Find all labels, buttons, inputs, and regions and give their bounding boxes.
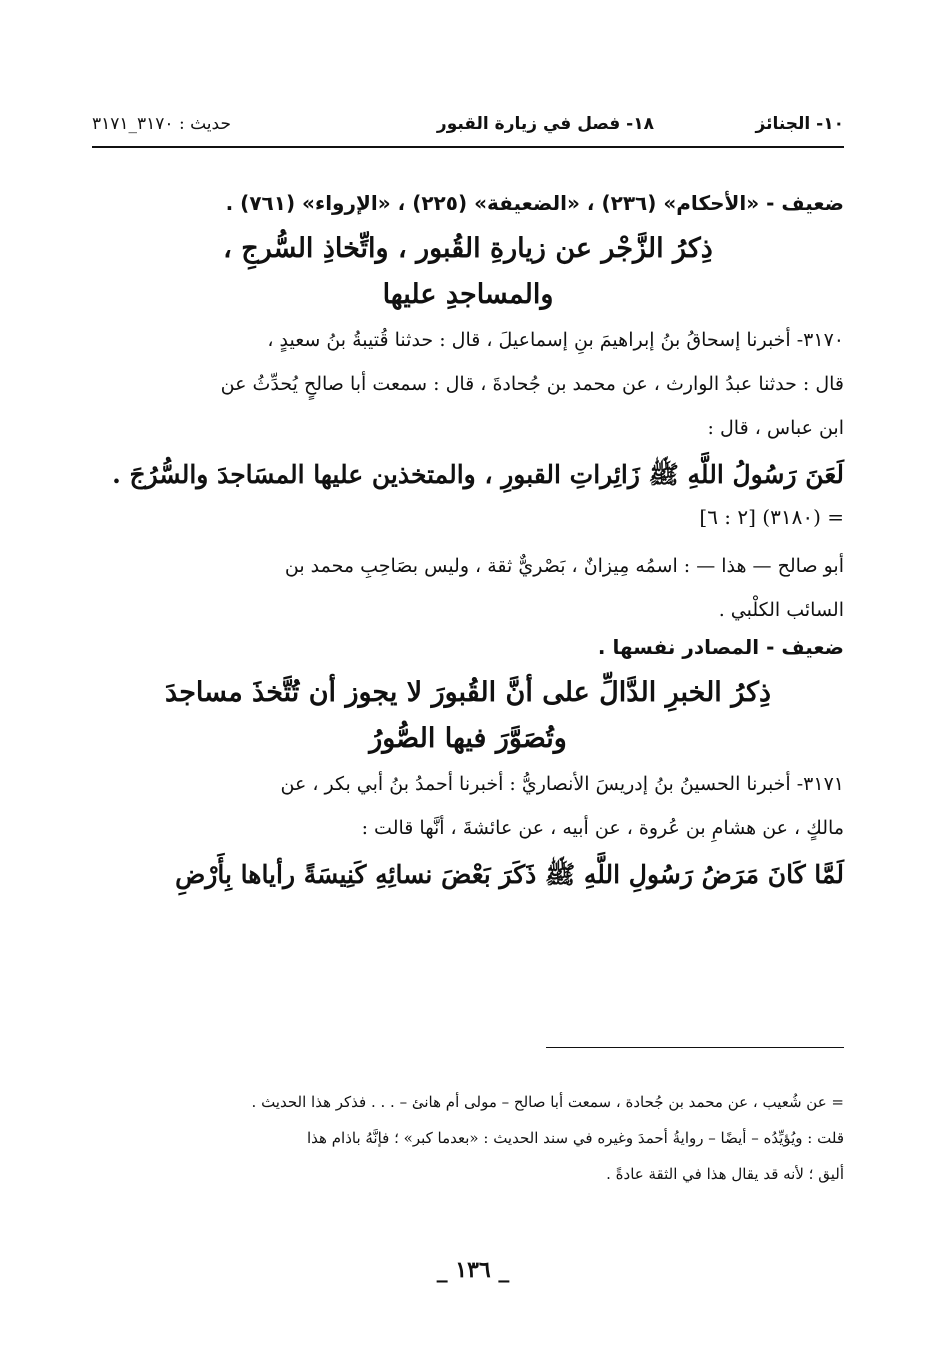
footnotes bbox=[92, 1084, 844, 1192]
hadith-3171 bbox=[92, 762, 844, 898]
grade-line bbox=[92, 188, 844, 218]
header-divider bbox=[92, 146, 844, 148]
isnad-line: ٣١٧٠- أخبرنا إسحاقُ بنُ إبراهيمَ بنِ إسماعيلَ ، قال : حدثنا قُتيبةُ بنُ سعيدٍ ، bbox=[267, 329, 844, 351]
grade-line bbox=[92, 632, 844, 662]
hadith-3170 bbox=[92, 318, 844, 662]
footnote-line: قلت : ويُؤيِّدُه – أيضًا – روايةُ أحمدَ وغيره في سند الحديث : «بعدما كبر» ؛ فإنَّهُ باذام هذا bbox=[307, 1129, 844, 1147]
chapter-heading-line: وتُصَوَّرَ فيها الصُّورُ bbox=[369, 723, 567, 754]
isnad-line: مالكٍ ، عن هشامِ بن عُروة ، عن أبيه ، عن عائشةَ ، أنَّها قالت : bbox=[361, 817, 844, 839]
chapter-title: ١٠- الجنائز bbox=[755, 114, 844, 134]
chapter-heading-line: ذِكرُ الخبرِ الدَّالِّ على أنَّ القُبورَ لا يجوز أن تُتَّخذَ مساجدَ bbox=[165, 677, 771, 708]
cross-reference: = (٣١٨٠) [٢ : ٦] bbox=[699, 505, 844, 529]
chapter-heading-line: والمساجدِ عليها bbox=[382, 279, 554, 310]
hadith-range: حديث : ٣١٧٠_٣١٧١ bbox=[92, 114, 231, 134]
hadith-matn: لَعَنَ رَسُولُ اللَّهِ ﷺ زَائِراتِ القبورِ ، والمتخذين عليها المسَاجدَ والسُّرُجَ . bbox=[112, 460, 844, 489]
grade-sources: المصادر نفسها . bbox=[597, 635, 760, 659]
main-text bbox=[92, 188, 844, 898]
footnote-line: = عن شُعيب ، عن محمد بن جُحادة ، سمعت أبا صالح – مولى أم هانئ – . . . فذكر هذا الحديث . bbox=[251, 1093, 844, 1111]
chapter-heading-line: ذِكرُ الزَّجْر عن زيارةِ القُبور ، واتِّخاذِ السُّرجِ ، bbox=[223, 233, 713, 264]
grade-label: ضعيف - bbox=[766, 635, 844, 659]
running-header bbox=[92, 108, 844, 144]
isnad-line: قال : حدثنا عبدُ الوارث ، عن محمد بن جُحادةَ ، قال : سمعت أبا صالحٍ يُحدِّثُ عن bbox=[220, 373, 844, 395]
section-title: ١٨- فصل في زيارة القبور bbox=[436, 114, 654, 134]
page-number: _ ١٣٦ _ bbox=[436, 1257, 510, 1283]
isnad-line: ابن عباس ، قال : bbox=[707, 417, 844, 439]
narrator-comment: أبو صالح — هذا — : اسمُه مِيزانٌ ، بَصْريٌّ ثقة ، وليس بصَاحِبِ محمد بن bbox=[284, 555, 844, 577]
grade-sources: «الأحكام» (٢٣٦) ، «الضعيفة» (٢٢٥) ، «الإرواء» (٧٦١) . bbox=[225, 191, 760, 215]
isnad-line: ٣١٧١- أخبرنا الحسينُ بنُ إدريسَ الأنصاريُّ : أخبرنا أحمدُ بنُ أبي بكر ، عن bbox=[280, 773, 844, 795]
footnote-divider bbox=[546, 1047, 844, 1048]
grade-label: ضعيف - bbox=[766, 191, 844, 215]
narrator-comment: السائب الكلْبي . bbox=[718, 599, 844, 621]
footnote-line: أليق ؛ لأنه قد يقال هذا في الثقة عادةً . bbox=[606, 1165, 844, 1183]
hadith-matn: لَمَّا كَانَ مَرَضُ رَسُولِ اللَّهِ ﷺ ذَكَرَ بَعْضَ نسائِهِ كَنِيسَةً رأياها بِأَرْضِ bbox=[175, 860, 844, 889]
